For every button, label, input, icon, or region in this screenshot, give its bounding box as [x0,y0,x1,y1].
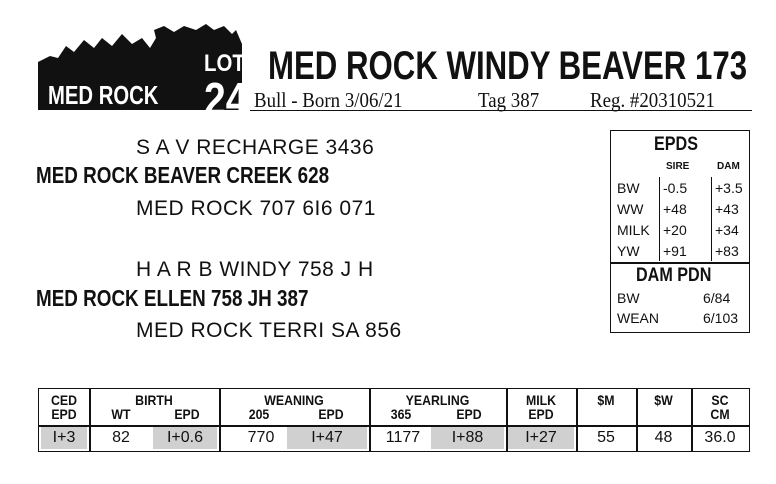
sire-dam: MED ROCK 707 6I6 071 [136,197,376,220]
animal-name: MED ROCK WINDY BEAVER 173 [268,44,748,88]
sire: MED ROCK BEAVER CREEK 628 [36,162,330,188]
epds-title: EPDS [654,134,699,155]
dam-dam: MED ROCK TERRI SA 856 [136,319,402,342]
epd-row-milk: MILK +20 +34 [617,222,739,238]
hdr-sw: $W [654,392,673,408]
dam-pdn-title: DAM PDN [635,265,712,286]
epd-row-bw: BW -0.5 +3.5 [617,180,743,196]
epds-box [610,130,750,333]
hdr-sc: SC CM [710,392,730,422]
hdr-birth: BIRTH [135,392,173,408]
hdr-milk: MILK EPD [525,392,557,422]
hdr-yearling-epd: EPD [456,406,482,422]
registration-number: Reg. #20310521 [590,88,715,112]
hdr-yearling-365: 365 [390,406,412,422]
epd-row-yw: YW +91 +83 [617,243,739,259]
val-sm: 55 [597,429,615,446]
hdr-weaning-205: 205 [248,406,270,422]
val-yearling-365: 1177 [385,429,421,446]
val-milk: I+27 [508,427,574,449]
tag-number: Tag 387 [478,88,540,112]
pdn-wean-label: WEAN [617,310,659,326]
val-birth-wt: 82 [112,429,130,446]
pdn-wean-value: 6/103 [703,310,739,326]
val-ced: I+3 [41,427,87,449]
hdr-weaning-epd: EPD [318,406,344,422]
sex-born: Bull - Born 3/06/21 [254,88,403,112]
lot-logo [36,22,248,125]
epds-col-dam: DAM [717,161,740,172]
dam-sire: H A R B WINDY 758 J H [136,258,374,281]
pdn-bw-label: BW [617,290,640,306]
val-yearling-epd: I+88 [431,427,504,449]
brand-name: MED ROCK [48,80,159,110]
val-sw: 48 [654,429,673,446]
lot-label: LOT [204,50,245,77]
val-birth-epd: I+0.6 [153,427,217,449]
hdr-birth-wt: WT [111,406,131,422]
val-sc: 36.0 [704,429,736,446]
dam: MED ROCK ELLEN 758 JH 387 [36,285,309,311]
hdr-weaning: WEANING [264,392,324,408]
animal-info-line [250,88,752,111]
performance-table [38,388,750,452]
sire-sire: S A V RECHARGE 3436 [136,136,375,159]
hdr-yearling: YEARLING [405,392,470,408]
val-weaning-205: 770 [247,429,275,446]
val-weaning-epd: I+47 [287,427,367,449]
hdr-ced: CED EPD [50,392,78,422]
hdr-birth-epd: EPD [174,406,200,422]
epds-col-sire: SIRE [666,161,690,172]
lot-number: 24 [204,73,248,125]
epd-row-ww: WW +48 +43 [617,201,739,217]
pdn-bw-value: 6/84 [703,290,731,306]
hdr-sm: $M [597,392,615,408]
